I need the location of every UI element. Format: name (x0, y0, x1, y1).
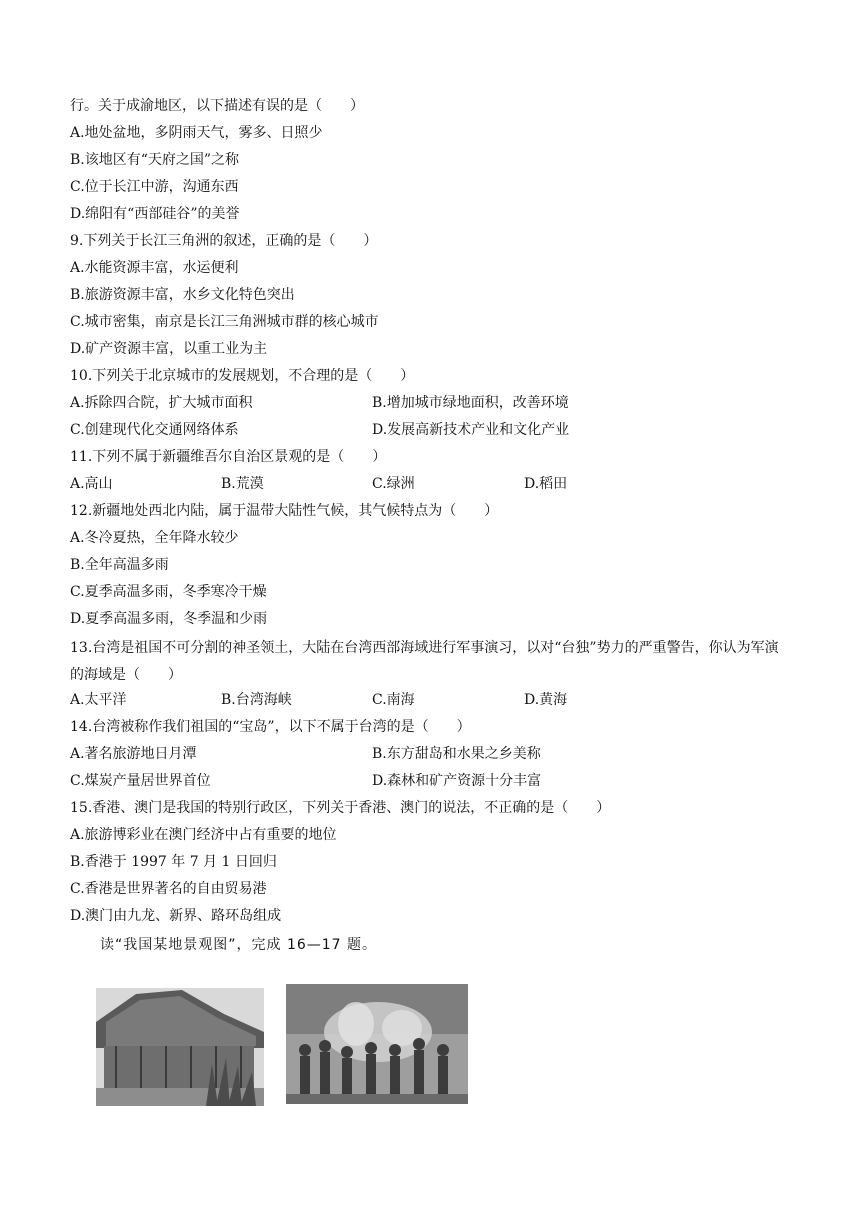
q11-option-d: D.稻田 (524, 476, 568, 492)
q12-option-b: B.全年高温多雨 (70, 557, 169, 573)
q8-option-c: C.位于长江中游，沟通东西 (70, 179, 239, 195)
q10-option-a: A.拆除四合院，扩大城市面积 (70, 395, 253, 411)
q12-option-d: D.夏季高温多雨，冬季温和少雨 (70, 611, 268, 627)
q14-stem: 14.台湾被称作我们祖国的“宝岛”，以下不属于台湾的是（ ） (70, 719, 471, 735)
q11-option-a: A.高山 (70, 476, 113, 492)
q12-stem: 12.新疆地处西北内陆，属于温带大陆性气候，其气候特点为（ ） (70, 503, 499, 519)
q11-stem: 11.下列不属于新疆维吾尔自治区景观的是（ ） (70, 449, 387, 465)
q12-option-a: A.冬冷夏热，全年降水较少 (70, 530, 239, 546)
q12-option-c: C.夏季高温多雨，冬季寒冷干燥 (70, 584, 267, 600)
q13-option-c: C.南海 (372, 692, 415, 708)
q10-option-c: C.创建现代化交通网络体系 (70, 422, 239, 438)
q14-option-c: C.煤炭产量居世界首位 (70, 773, 211, 789)
q14-option-a: A.著名旅游地日月潭 (70, 746, 197, 762)
q10-option-d: D.发展高新技术产业和文化产业 (372, 422, 570, 438)
q13-option-a: A.太平洋 (70, 692, 127, 708)
q15-option-b: B.香港于 1997 年 7 月 1 日回归 (70, 854, 277, 870)
q11-option-c: C.绿洲 (372, 476, 415, 492)
q9-option-a: A.水能资源丰富，水运便利 (70, 260, 239, 276)
q15-stem: 15.香港、澳门是我国的特别行政区，下列关于香港、澳门的说法，不正确的是（ ） (70, 800, 611, 816)
q14-option-b: B.东方甜岛和水果之乡美称 (372, 746, 541, 762)
q8-stem: 行。关于成渝地区，以下描述有误的是（ ） (70, 98, 364, 114)
q8-option-d: D.绵阳有“西部硅谷”的美誉 (70, 206, 240, 222)
q8-option-b: B.该地区有“天府之国”之称 (70, 152, 240, 168)
bamboo-house-photo (96, 988, 264, 1106)
q9-option-c: C.城市密集，南京是长江三角洲城市群的核心城市 (70, 314, 379, 330)
q11-option-b: B.荒漠 (221, 476, 264, 492)
q10-stem: 10.下列关于北京城市的发展规划，不合理的是（ ） (70, 368, 415, 384)
q15-option-c: C.香港是世界著名的自由贸易港 (70, 881, 267, 897)
q10-option-b: B.增加城市绿地面积，改善环境 (372, 395, 569, 411)
q9-stem: 9.下列关于长江三角洲的叙述，正确的是（ ） (70, 233, 378, 249)
q13-option-d: D.黄海 (524, 692, 568, 708)
q9-option-d: D.矿产资源丰富，以重工业为主 (70, 341, 268, 357)
water-festival-photo (286, 984, 468, 1104)
q13-option-b: B.台湾海峡 (221, 692, 292, 708)
q15-option-d: D.澳门由九龙、新界、路环岛组成 (70, 908, 282, 924)
q8-option-a: A.地处盆地，多阴雨天气，雾多、日照少 (70, 125, 323, 141)
q9-option-b: B.旅游资源丰富，水乡文化特色突出 (70, 287, 295, 303)
reading-intro: 读“我国某地景观图”，完成 16—17 题。 (100, 937, 378, 953)
q15-option-a: A.旅游博彩业在澳门经济中占有重要的地位 (70, 827, 337, 843)
q13-stem: 13.台湾是祖国不可分割的神圣领土，大陆在台湾西部海域进行军事演习，以对“台独”势力的严重警告，你认为军演的海域是（ ） (70, 640, 779, 683)
q14-option-d: D.森林和矿产资源十分丰富 (372, 773, 542, 789)
